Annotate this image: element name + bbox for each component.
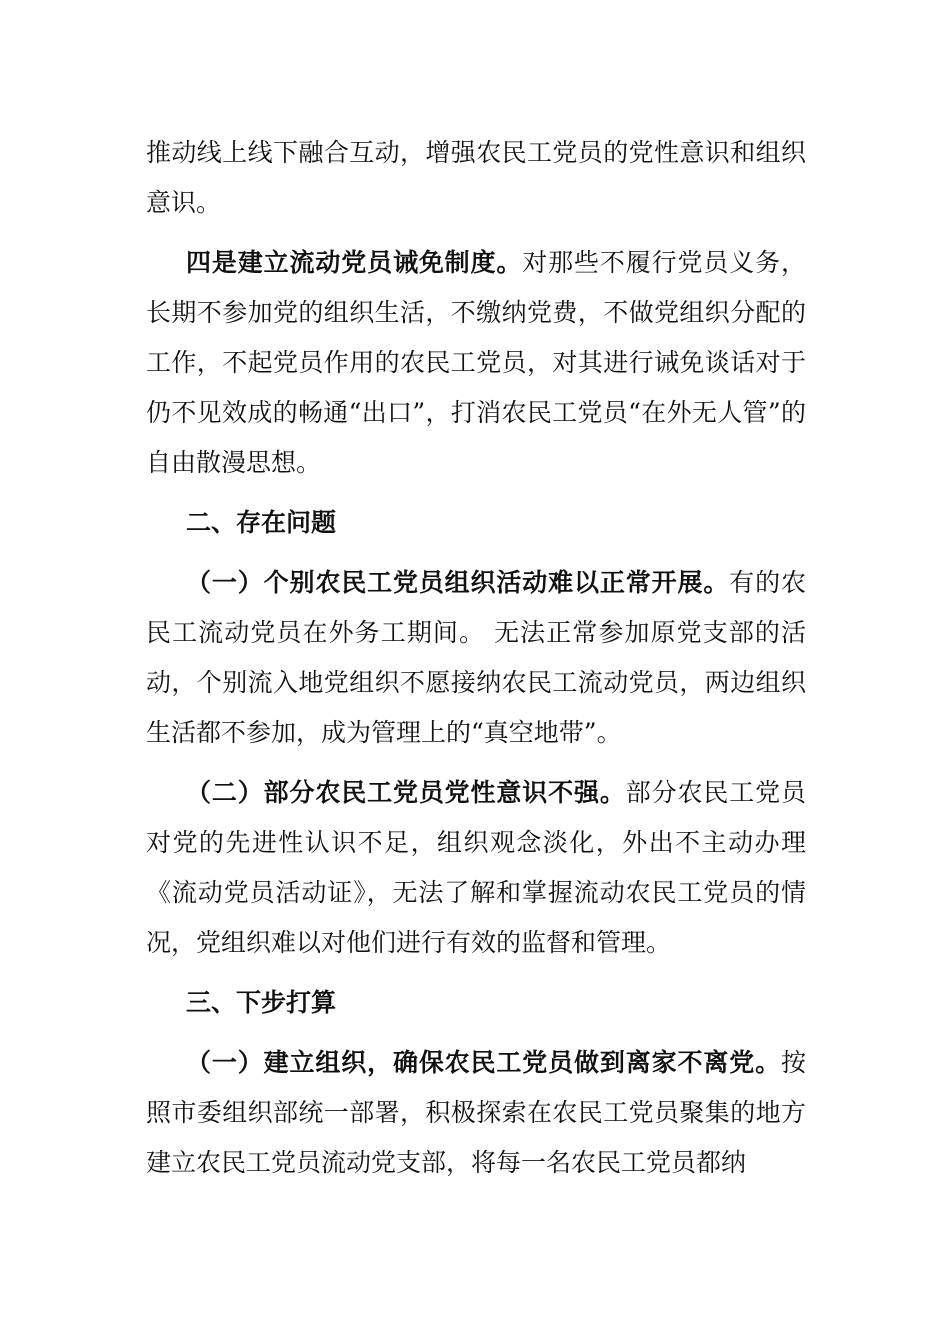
paragraph-text: 按照市委组织部统一部署，积极探索在农民工党员聚集的地方建立农民工党员流动党支部，将每一名农民工党员都纳 (146, 1048, 806, 1177)
paragraph-text: 有的农民工流动党员在外务工期间。 无法正常参加原党支部的活动，个别流入地党组织不愿接纳农民工流动党员，两边组织生活都不参加，成为管理上的“真空地带”。 (146, 568, 806, 747)
paragraph-text: 部分农民工党员对党的先进性认识不足，组织观念淡化，外出不主动办理《流动党员活动证》，无法了解和掌握流动农民工党员的情况，党组织难以对他们进行有效的监督和管理。 (146, 778, 806, 957)
paragraph-text: 推动线上线下融合互动，增强农民工党员的党性意识和组织意识。 (146, 138, 806, 217)
section-heading-next-steps: 三、下步打算 (186, 988, 337, 1017)
paragraph-lead: （二）部分农民工党员党性意识不强。 (186, 778, 626, 807)
paragraph-lead: （一）建立组织，确保农民工党员做到离家不离党。 (186, 1048, 781, 1077)
paragraph-text: 对那些不履行党员义务，长期不参加党的组织生活，不缴纳党费，不做党组织分配的工作，不起党员作用的农民工党员，对其进行诫免谈话对于仍不见效成的畅通“出口”，打消农民工党员“在外无人管”的自由散漫思想。 (146, 248, 806, 477)
document-body (146, 128, 806, 1198)
paragraph-dismissal-system (146, 238, 806, 488)
paragraph-lead: 四是建立流动党员诫免制度。 (186, 248, 523, 277)
paragraph-problem-2 (146, 768, 806, 968)
paragraph-continuation (146, 128, 806, 228)
section-heading-problems: 二、存在问题 (186, 508, 337, 537)
paragraph-plan-1 (146, 1038, 806, 1188)
paragraph-lead: （一）个别农民工党员组织活动难以正常开展。 (186, 568, 730, 597)
paragraph-problem-1 (146, 558, 806, 758)
